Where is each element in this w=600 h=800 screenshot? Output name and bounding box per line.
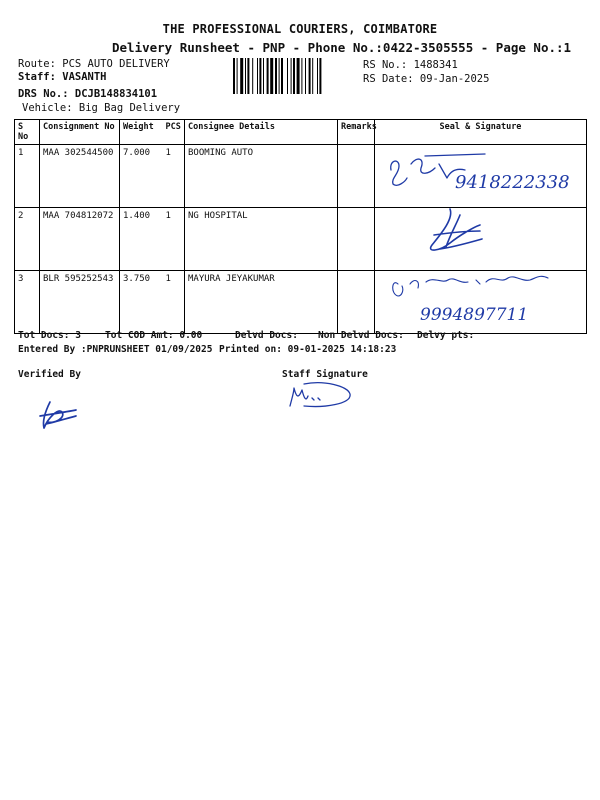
col-consignment: Consignment No xyxy=(40,120,120,145)
row-pcs: 1 xyxy=(163,271,185,334)
row-consignee: NG HOSPITAL xyxy=(185,208,338,271)
printed-on: Printed on: 09-01-2025 14:18:23 xyxy=(219,344,397,355)
company-title: THE PROFESSIONAL COURIERS, COIMBATORE xyxy=(162,22,438,36)
barcode-bar xyxy=(317,58,318,94)
barcode-bar xyxy=(240,58,243,94)
barcode-bar xyxy=(275,58,277,94)
staff-text: Staff: VASANTH xyxy=(18,71,107,83)
barcode-bar xyxy=(245,58,246,94)
barcode-bar xyxy=(247,58,249,94)
verifier-signature xyxy=(36,398,80,434)
barcode-bar xyxy=(319,58,321,94)
delvd-docs: Delvd Docs: xyxy=(235,330,298,341)
staff-signature xyxy=(284,378,359,414)
col-pcs: PCS xyxy=(163,120,185,145)
runsheet-subtitle: Delivery Runsheet - PNP - Phone No.:0422-3505555 - Page No.:1 xyxy=(112,40,572,55)
verified-by-label: Verified By xyxy=(18,369,81,380)
barcode-bar xyxy=(263,58,264,94)
delvy-pts: Delvy pts: xyxy=(417,330,475,341)
barcode-bar xyxy=(291,58,292,94)
barcode-bar xyxy=(279,58,280,94)
row-consignee: MAYURA JEYAKUMAR xyxy=(185,271,338,334)
barcode-bar xyxy=(301,58,302,94)
row-weight: 7.000 xyxy=(120,145,163,208)
col-consignee: Consignee Details xyxy=(185,120,338,145)
row-weight: 3.750 xyxy=(120,271,163,334)
rs-date: RS Date: 09-Jan-2025 xyxy=(363,73,490,85)
route-text: Route: PCS AUTO DELIVERY xyxy=(18,58,170,70)
tot-docs: Tot Docs: 3 xyxy=(18,330,81,341)
row-consignment: MAA 704812072 xyxy=(40,208,120,271)
row-consignment: MAA 302544500 xyxy=(40,145,120,208)
tot-cod-amt: Tot COD Amt: 0.00 xyxy=(105,330,203,341)
signature-row-2 xyxy=(420,205,490,257)
barcode-bar xyxy=(233,58,235,94)
barcode-bar xyxy=(305,58,306,94)
non-delvd-docs: Non Delvd Docs: xyxy=(318,330,404,341)
row-remarks xyxy=(338,208,375,271)
row-pcs: 1 xyxy=(163,208,185,271)
row-sno: 2 xyxy=(15,208,40,271)
row-consignee: BOOMING AUTO xyxy=(185,145,338,208)
row-weight: 1.400 xyxy=(120,208,163,271)
col-seal-signature: Seal & Signature xyxy=(375,120,587,145)
col-remarks: Remarks xyxy=(338,120,375,145)
signature-row-3 xyxy=(390,270,585,328)
row-remarks xyxy=(338,145,375,208)
barcode-bar xyxy=(252,58,253,94)
table-header-row xyxy=(15,120,587,145)
signature-phone-3: 9994897711 xyxy=(420,305,529,325)
drs-number: DRS No.: DCJB148834101 xyxy=(18,88,158,100)
barcode-bar xyxy=(267,58,269,94)
barcode-image xyxy=(233,58,357,94)
staff-signature-label: Staff Signature xyxy=(282,369,368,380)
entered-by: Entered By :PNPRUNSHEET 01/09/2025 xyxy=(18,344,213,355)
row-sno: 3 xyxy=(15,271,40,334)
col-weight: Weight xyxy=(120,120,163,145)
barcode-bar xyxy=(312,58,313,94)
barcode-bar xyxy=(293,58,295,94)
row-remarks xyxy=(338,271,375,334)
barcode-bar xyxy=(287,58,288,94)
rs-number: RS No.: 1488341 xyxy=(363,59,458,71)
barcode-bar xyxy=(237,58,238,94)
barcode-bar xyxy=(257,58,258,94)
col-sno: S No xyxy=(15,120,40,145)
barcode-bar xyxy=(281,58,283,94)
barcode-bar xyxy=(309,58,311,94)
signature-row-1 xyxy=(385,148,585,198)
barcode-bar xyxy=(270,58,273,94)
barcode-bar xyxy=(259,58,261,94)
vehicle-text: Vehicle: Big Bag Delivery xyxy=(22,102,181,114)
row-pcs: 1 xyxy=(163,145,185,208)
row-consignment: BLR 595252543 xyxy=(40,271,120,334)
signature-phone-1: 9418222338 xyxy=(455,172,570,193)
table-row xyxy=(15,208,587,271)
row-sno: 1 xyxy=(15,145,40,208)
barcode-bar xyxy=(297,58,300,94)
